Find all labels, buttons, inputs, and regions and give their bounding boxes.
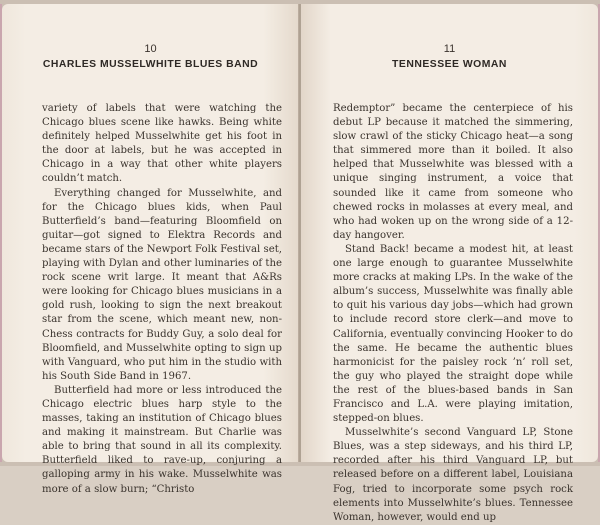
- page-number: 11: [443, 43, 456, 55]
- running-head: CHARLES MUSSELWHITE BLUES BAND: [42, 59, 259, 70]
- paragraph: Redemptor” became the centerpiece of his debut LP because it matched the simmering, slow crawl of the sticky Chicago heat—a song that simmered more than it boiled. It also helped that Musselwhite was blessed with a unique singing instrument, a voice that sounded like it came from someone who chewed rocks in molasses at every meal, and who had woken up on the wrong side of a 12-day hangover.: [333, 103, 573, 241]
- paragraph: Musselwhite’s second Vanguard LP, Stone Blues, was a step sideways, and his third LP, recorded after his third Vanguard LP, but released before on a different label, Louisiana Fog, tried to incorporate some psych rock elements into Musselwhite’s blues. Tennessee Woman, however, would end up: [333, 427, 573, 523]
- body-text: [42, 102, 282, 497]
- paragraph: Everything changed for Musselwhite, and for the Chicago blues kids, when Paul Butterfield’s band—featuring Bloomfield on guitar—got signed to Elektra Records and became stars of the Newport Folk Festival set, playing with Dylan and other luminaries of the rock scene writ large. It meant that A&Rs were looking for Chicago blues musicians in a gold rush, looking to sign the next breakout star from the scene, which meant new, non-Chess contracts for Buddy Guy, a solo deal for Bloomfield, and Musselwhite opting to sign up with Vanguard, who put him in the studio with his South Side Band in 1967.: [42, 187, 282, 382]
- right-page: [301, 4, 598, 523]
- running-head: TENNESSEE WOMAN: [392, 59, 507, 70]
- paragraph: Butterfield had more or less introduced the Chicago electric blues harp style to the masses, taking an institution of Chicago blues and making it mainstream. But Charlie was able to bring that sound in all its complexity. Butterfield liked to rave-up, conjuring a galloping army in his wake. Musselwhite was more of a slow burn; “Christo: [42, 384, 282, 495]
- paragraph: Stand Back! became a modest hit, at least one large enough to guarantee Musselwhite more cracks at making LPs. In the wake of the album’s success, Musselwhite was finally able to quit his various day jobs—which had grown to include record store clerk—and move to California, eventually convincing Hooker to do the same. He became the authentic blues harmonicist for the paisley rock ’n’ roll set, the guy who played the straight dope while the rest of the blues-based bands in San Francisco and L.A. were playing imitation, stepped-on blues.: [333, 243, 573, 425]
- left-page: [2, 4, 299, 495]
- paragraph: variety of labels that were watching the Chicago blues scene like hawks. Being white definitely helped Musselwhite get his foot in the door at labels, but he was accepted in Chicago in a way that other white players couldn’t match.: [42, 103, 282, 185]
- page-number: 10: [144, 43, 157, 55]
- body-text: [333, 102, 573, 525]
